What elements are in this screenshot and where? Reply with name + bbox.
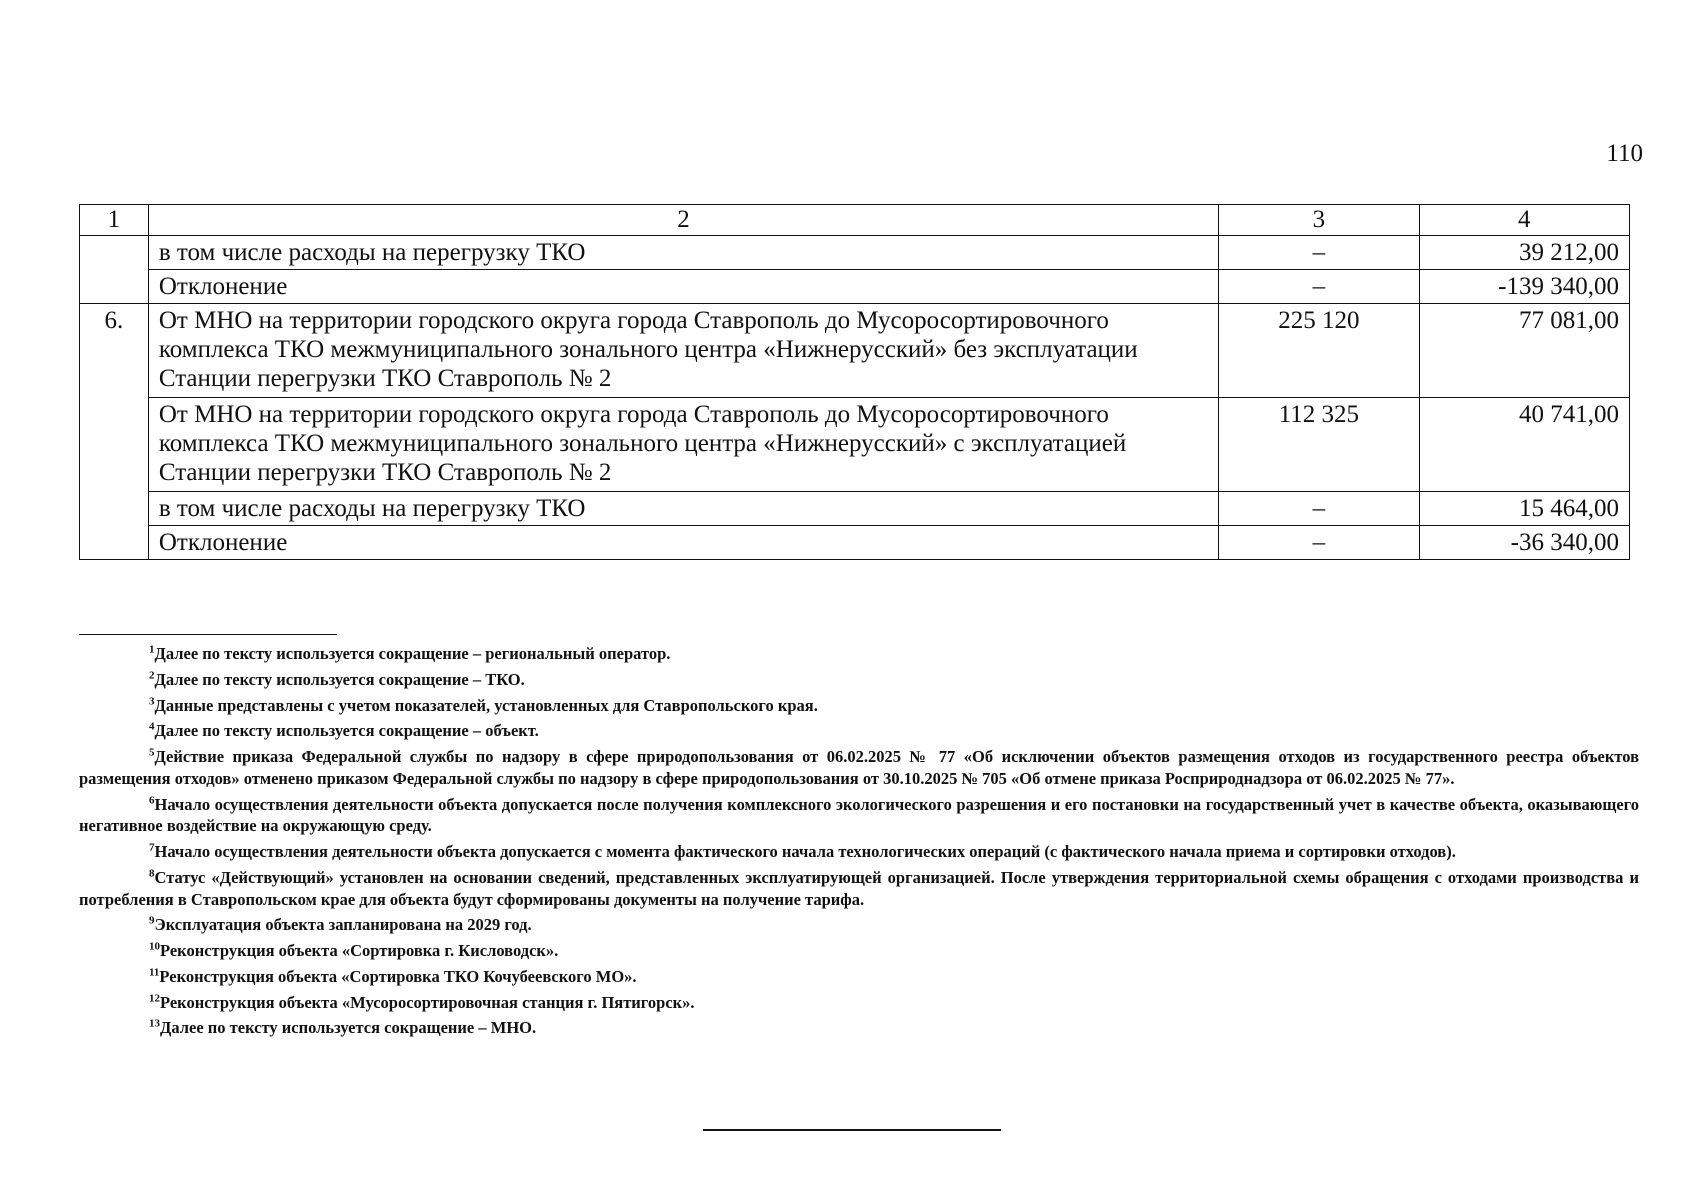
end-of-page-rule: [703, 1129, 1001, 1131]
footnote-text: Реконструкция объекта «Мусоросортировочная станция г. Пятигорск».: [160, 992, 695, 1012]
table-row: [80, 398, 1630, 492]
row-col4: -139 340,00: [1419, 270, 1629, 304]
footnote-marker: 1: [149, 643, 155, 656]
header-col-1: 1: [80, 205, 149, 236]
row-col3: 112 325: [1219, 398, 1419, 492]
table-row: [80, 492, 1630, 526]
footnote: [79, 914, 1639, 936]
footnote-marker: 13: [149, 1017, 160, 1030]
table-header-row: [80, 205, 1630, 236]
row-col3: –: [1219, 236, 1419, 270]
footnote: [79, 695, 1639, 717]
footnote-text: Данные представлены с учетом показателей, установленных для Ставропольского края.: [154, 695, 818, 715]
footnote-marker: 12: [149, 992, 160, 1005]
footnote-text: Далее по тексту используется сокращение – региональный оператор.: [154, 644, 671, 663]
footnote-text: Реконструкция объекта «Сортировка г. Кисловодск».: [160, 941, 559, 961]
row-description: От МНО на территории городского округа города Ставрополь до Мусоросортировочного комплекса ТКО межмуниципального зонального центра «Нижнерусский» с эксплуатацией Станции перегрузки ТКО Ставрополь № 2: [148, 398, 1218, 492]
footnote-text: Реконструкция объекта «Сортировка ТКО Кочубеевского МО».: [159, 966, 637, 986]
footnote: [79, 669, 1639, 691]
footnote: [79, 794, 1639, 838]
row-number: 6.: [80, 304, 149, 560]
table-row: [80, 270, 1630, 304]
footnote-marker: 8: [149, 867, 155, 880]
row-col4: -36 340,00: [1419, 526, 1629, 560]
footnote-marker: 3: [149, 695, 155, 708]
footnote-text: Действие приказа Федеральной службы по надзору в сфере природопользования от 06.02.2025 № 77 «Об исключении объектов размещения отходов из государственного реестра объектов размещения отходов» отменено приказом Федеральной службы по надзору в сфере природопользования от 30.10.2025 № 705 «Об отмене приказа Росприроднадзора от 06.02.2025 № 77».: [79, 747, 1639, 788]
table-row: [80, 526, 1630, 560]
footnote-text: Далее по тексту используется сокращение – объект.: [154, 721, 539, 741]
row-col3: –: [1219, 270, 1419, 304]
header-col-3: 3: [1219, 205, 1419, 236]
footnote-text: Начало осуществления деятельности объекта допускается с момента фактического начала технологических операций (с фактического начала приема и сортировки отходов).: [154, 842, 1456, 862]
row-col4: 77 081,00: [1419, 304, 1629, 398]
row-col4: 15 464,00: [1419, 492, 1629, 526]
footnote-text: Начало осуществления деятельности объекта допускается после получения комплексного экологического разрешения и его постановки на государственный учет в качестве объекта, оказывающего негативное воздействие на окружающую среду.: [79, 794, 1639, 836]
footnote-marker: 7: [149, 841, 155, 854]
data-table: [79, 204, 1630, 560]
footnote: [79, 720, 1639, 742]
row-description: Отклонение: [148, 270, 1218, 304]
row-description: в том числе расходы на перегрузку ТКО: [148, 236, 1218, 270]
footnote: [79, 867, 1639, 911]
footnote-text: Статус «Действующий» установлен на основании сведений, представленных эксплуатирующей организацией. После утверждения территориальной схемы обращения с отходами производства и потребления в Ставропольском крае для объекта будут сформированы документы на получение тарифа.: [79, 867, 1639, 909]
table-row: [80, 304, 1630, 398]
footnote-marker: 4: [149, 720, 155, 733]
footnote-marker: 11: [149, 966, 160, 979]
table-row: [80, 236, 1630, 270]
footnote: [79, 992, 1639, 1014]
row-description: Отклонение: [148, 526, 1218, 560]
footnotes: [79, 643, 1639, 1043]
header-col-4: 4: [1419, 205, 1629, 236]
footnote-text: Эксплуатация объекта запланирована на 2029 год.: [154, 915, 532, 935]
footnote-marker: 2: [149, 669, 155, 682]
footnote: [79, 940, 1639, 962]
page-number: 110: [1606, 140, 1643, 167]
footnote-text: Далее по тексту используется сокращение – МНО.: [160, 1018, 537, 1038]
footnote-marker: 5: [149, 746, 155, 759]
header-col-2: 2: [148, 205, 1218, 236]
footnote-marker: 6: [149, 794, 155, 807]
footnote-divider: [79, 634, 337, 635]
footnote: [79, 841, 1639, 863]
footnote: [79, 966, 1639, 988]
row-col3: 225 120: [1219, 304, 1419, 398]
row-col3: –: [1219, 526, 1419, 560]
row-col4: 39 212,00: [1419, 236, 1629, 270]
row-description: в том числе расходы на перегрузку ТКО: [148, 492, 1218, 526]
footnote-marker: 10: [149, 940, 160, 953]
footnote-marker: 9: [149, 914, 155, 927]
row-description: От МНО на территории городского округа города Ставрополь до Мусоросортировочного комплекса ТКО межмуниципального зонального центра «Нижнерусский» без эксплуатации Станции перегрузки ТКО Ставрополь № 2: [148, 304, 1218, 398]
footnote: [79, 643, 1639, 665]
row-col3: –: [1219, 492, 1419, 526]
footnote: [79, 1017, 1639, 1039]
row-col4: 40 741,00: [1419, 398, 1629, 492]
footnote-text: Далее по тексту используется сокращение – ТКО.: [154, 669, 525, 689]
row-number: [80, 236, 149, 304]
footnote: [79, 746, 1639, 790]
